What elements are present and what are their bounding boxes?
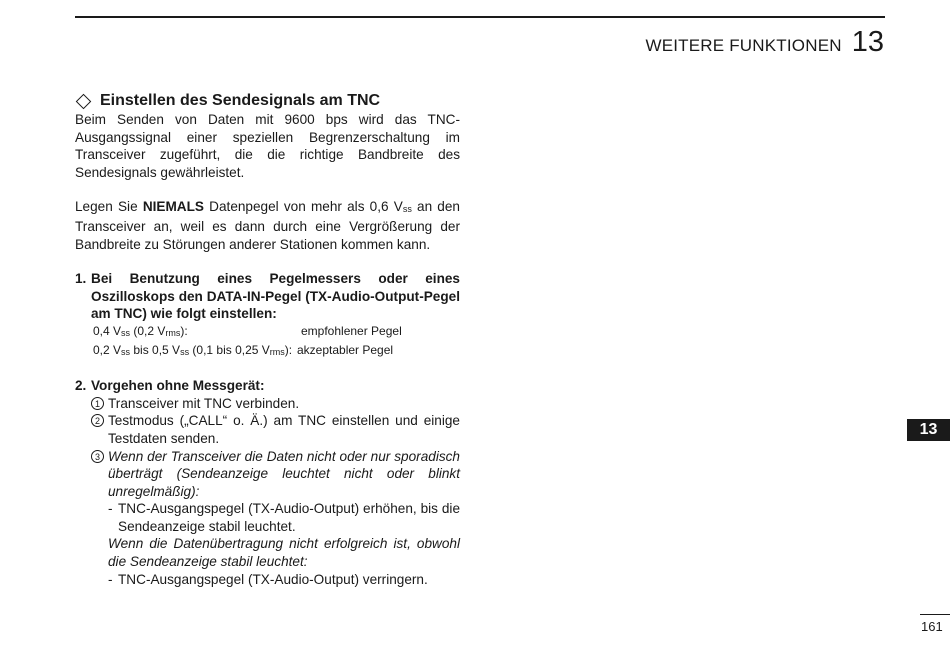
top-rule	[75, 16, 885, 18]
step-3-actions	[75, 500, 460, 588]
step-2: 2 Testmodus („CALL“ o. Ä.) am TNC einstellen und einige Testdaten senden.	[75, 412, 460, 447]
page-number-rule	[920, 614, 950, 615]
action-decrease: - TNC-Ausgangspegel (TX-Audio-Output) verringern.	[108, 571, 428, 587]
main-column	[75, 92, 460, 588]
level-row-recommended: 0,4 $V_{ss}$ (0,2 $V_{rms}$): empfohlener Pegel	[75, 323, 460, 342]
chapter-tab-marker: 13	[907, 419, 950, 441]
level-label: akzeptabler Pegel	[297, 342, 394, 357]
circled-number-1-icon: 1	[91, 397, 104, 410]
chapter-number: 13	[851, 26, 884, 58]
section-title: Einstellen des Sendesignals am TNC	[100, 92, 381, 109]
chapter-title: WEITERE FUNKTIONEN	[645, 36, 842, 55]
intro-paragraph: Beim Senden von Daten mit 9600 bps wird das TNC-Ausgangssignal einer speziellen Begrenzerschaltung im Transceiver zugeführt, die die richtige Bandbreite des Sendesignals gewährleistet.	[75, 112, 460, 180]
action-increase: - TNC-Ausgangspegel (TX-Audio-Output) erhöhen, bis die Sendeanzeige stabil leuchtet.	[108, 501, 460, 534]
level-row-acceptable: 0,2 $V_{ss}$ bis 0,5 $V_{ss}$ (0,1 bis 0,25 $V_{rms}$): akzeptabler Pegel	[75, 342, 460, 361]
section-heading	[75, 92, 460, 110]
page-header	[645, 26, 884, 59]
diamond-icon	[76, 93, 92, 109]
emphasis-niemals: NIEMALS	[142, 199, 204, 215]
step-3: 3 Wenn der Transceiver die Daten nicht oder nur sporadisch überträgt (Sendeanzeige leuchtet nicht oder blinkt unregelmäßig):	[75, 448, 460, 501]
circled-number-2-icon: 2	[91, 414, 104, 427]
level-label: empfohlener Pegel	[301, 323, 402, 338]
note-text: Wenn die Datenübertragung nicht erfolgreich ist, obwohl die Sendeanzeige stabil leuchtet:	[108, 536, 460, 570]
circled-number-3-icon: 3	[91, 450, 104, 463]
warning-paragraph: Legen Sie NIEMALS Datenpegel von mehr als 0,6 $V_{ss}$ an den Transceiver an, weil es dann durch eine Vergrößerung der Bandbreite zu Störungen anderer Stationen kommen kann.	[75, 199, 460, 252]
step-1: 1 Transceiver mit TNC verbinden.	[75, 395, 460, 413]
instruction-2-title: 2. Vorgehen ohne Messgerät:	[75, 378, 265, 394]
page-number: 161	[921, 619, 943, 634]
instruction-1-title: 1. Bei Benutzung eines Pegelmessers oder eines Oszilloskops den DATA-IN-Pegel (TX-Audio-Output-Pegel am TNC) wie folgt einstellen:	[75, 271, 460, 322]
